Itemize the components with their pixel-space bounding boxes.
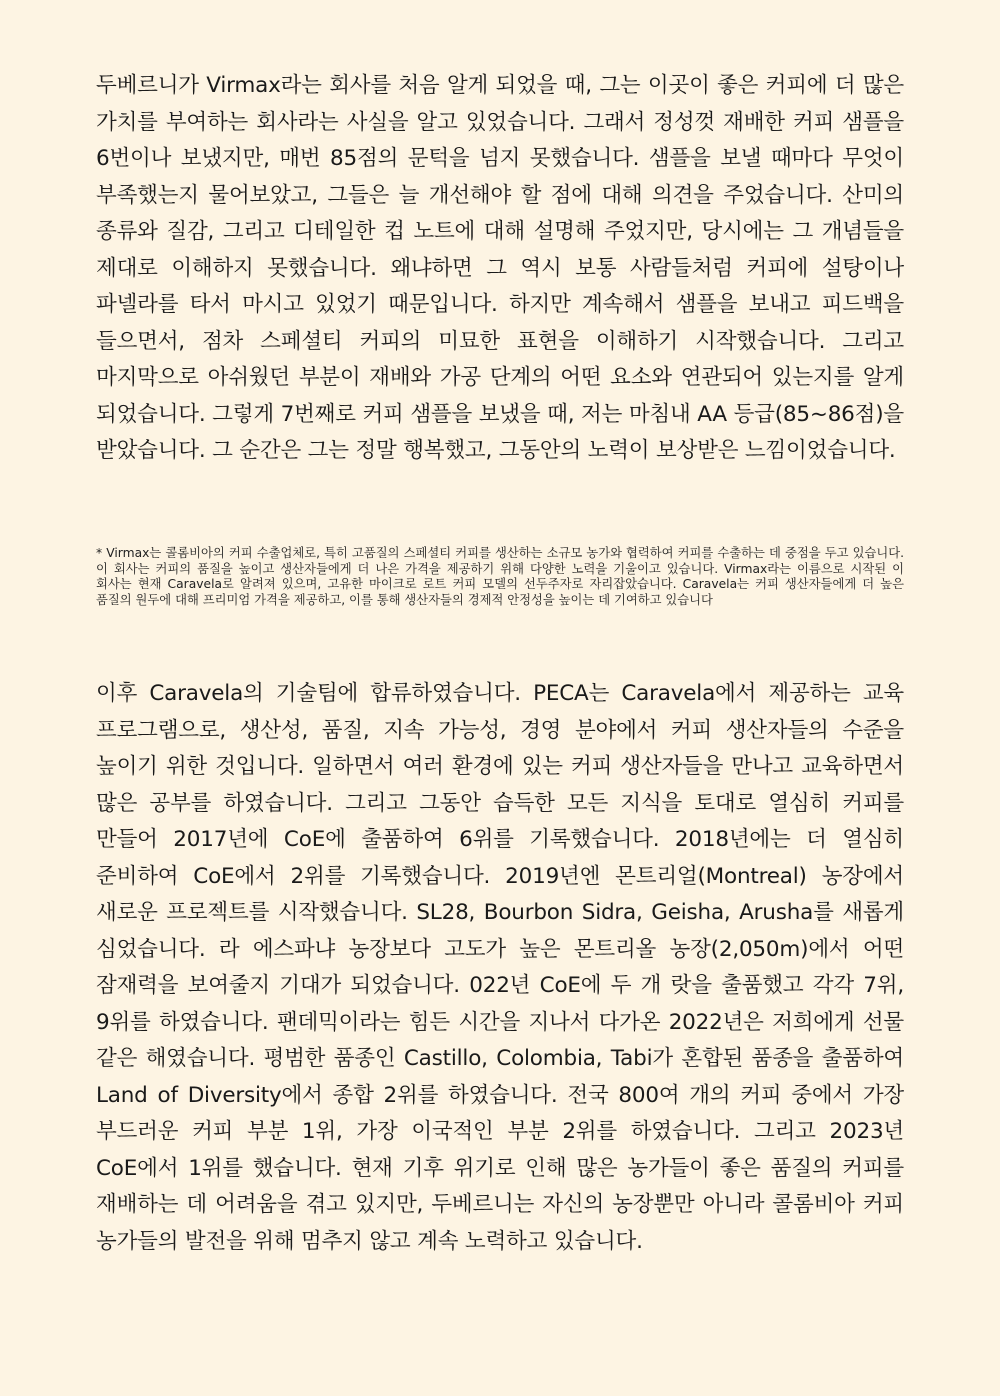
body-paragraph-1: 두베르니가 Virmax라는 회사를 처음 알게 되었을 때, 그는 이곳이 좋은 커피에 더 많은 가치를 부여하는 회사라는 사실을 알고 있었습니다. 그래서 정성껏 재배한 커피 샘플을 6번이나 보냈지만, 매번 85점의 문턱을 넘지 못했습니다. 샘플을 보낼 때마다 무엇이 부족했는지 물어보았고, 그들은 늘 개선해야 할 점에 대해 의견을 주었습니다. 산미의 종류와 질감, 그리고 디테일한 컵 노트에 대해 설명해 주었지만, 당시에는 그 개념들을 제대로 이해하지 못했습니다. 왜냐하면 그 역시 보통 사람들처럼 커피에 설탕이나 파넬라를 타서 마시고 있었기 때문입니다. 하지만 계속해서 샘플을 보내고 피드백을 들으면서, 점차 스페셜티 커피의 미묘한 표현을 이해하기 시작했습니다. 그리고 마지막으로 아쉬웠던 부분이 재배와 가공 단계의 어떤 요소와 연관되어 있는지를 알게 되었습니다. 그렇게 7번째로 커피 샘플을 보냈을 때, 저는 마침내 AA 등급(85~86점)을 받았습니다. 그 순간은 그는 정말 행복했고, 그동안의 노력이 보상받은 느낌이었습니다.	[96, 73, 904, 463]
footnote: * Virmax는 콜롬비아의 커피 수출업체로, 특히 고품질의 스페셜티 커피를 생산하는 소규모 농가와 협력하여 커피를 수출하는 데 중점을 두고 있습니다. 이 회사는 커피의 품질을 높이고 생산자들에게 더 나은 가격을 제공하기 위해 다양한 노력을 기울이고 있습니다. Virmax라는 이름으로 시작된 이 회사는 현재 Caravela로 알려져 있으며, 고유한 마이크로 로트 커피 모델의 선두주자로 자리잡았습니다. Caravela는 커피 생산자들에게 더 높은 품질의 원두에 대해 프리미엄 가격을 제공하고, 이를 통해 생산자들의 경제적 안정성을 높이는 데 기여하고 있습니다	[96, 546, 904, 607]
body-paragraph-2: 이후 Caravela의 기술팀에 합류하였습니다. PECA는 Caravela에서 제공하는 교육 프로그램으로, 생산성, 품질, 지속 가능성, 경영 분야에서 커피 생산자들의 수준을 높이기 위한 것입니다. 일하면서 여러 환경에 있는 커피 생산자들을 만나고 교육하면서 많은 공부를 하였습니다. 그리고 그동안 습득한 모든 지식을 토대로 열심히 커피를 만들어 2017년에 CoE에 출품하여 6위를 기록했습니다. 2018년에는 더 열심히 준비하여 CoE에서 2위를 기록했습니다. 2019년엔 몬트리얼(Montreal) 농장에서 새로운 프로젝트를 시작했습니다. SL28, Bourbon Sidra, Geisha, Arusha를 새롭게 심었습니다. 라 에스파냐 농장보다 고도가 높은 몬트리올 농장(2,050m)에서 어떤 잠재력을 보여줄지 기대가 되었습니다. 022년 CoE에 두 개 랏을 출품했고 각각 7위, 9위를 하였습니다. 팬데믹이라는 힘든 시간을 지나서 다가온 2022년은 저희에게 선물 같은 해였습니다. 평범한 품종인 Castillo, Colombia, Tabi가 혼합된 품종을 출품하여 Land of Diversity에서 종합 2위를 하였습니다. 전국 800여 개의 커피 중에서 가장 부드러운 커피 부분 1위, 가장 이국적인 부분 2위를 하였습니다. 그리고 2023년 CoE에서 1위를 했습니다. 현재 기후 위기로 인해 많은 농가들이 좋은 품질의 커피를 재배하는 데 어려움을 겪고 있지만, 두베르니는 자신의 농장뿐만 아니라 콜롬비아 커피 농가들의 발전을 위해 멈추지 않고 계속 노력하고 있습니다.	[96, 681, 904, 1254]
